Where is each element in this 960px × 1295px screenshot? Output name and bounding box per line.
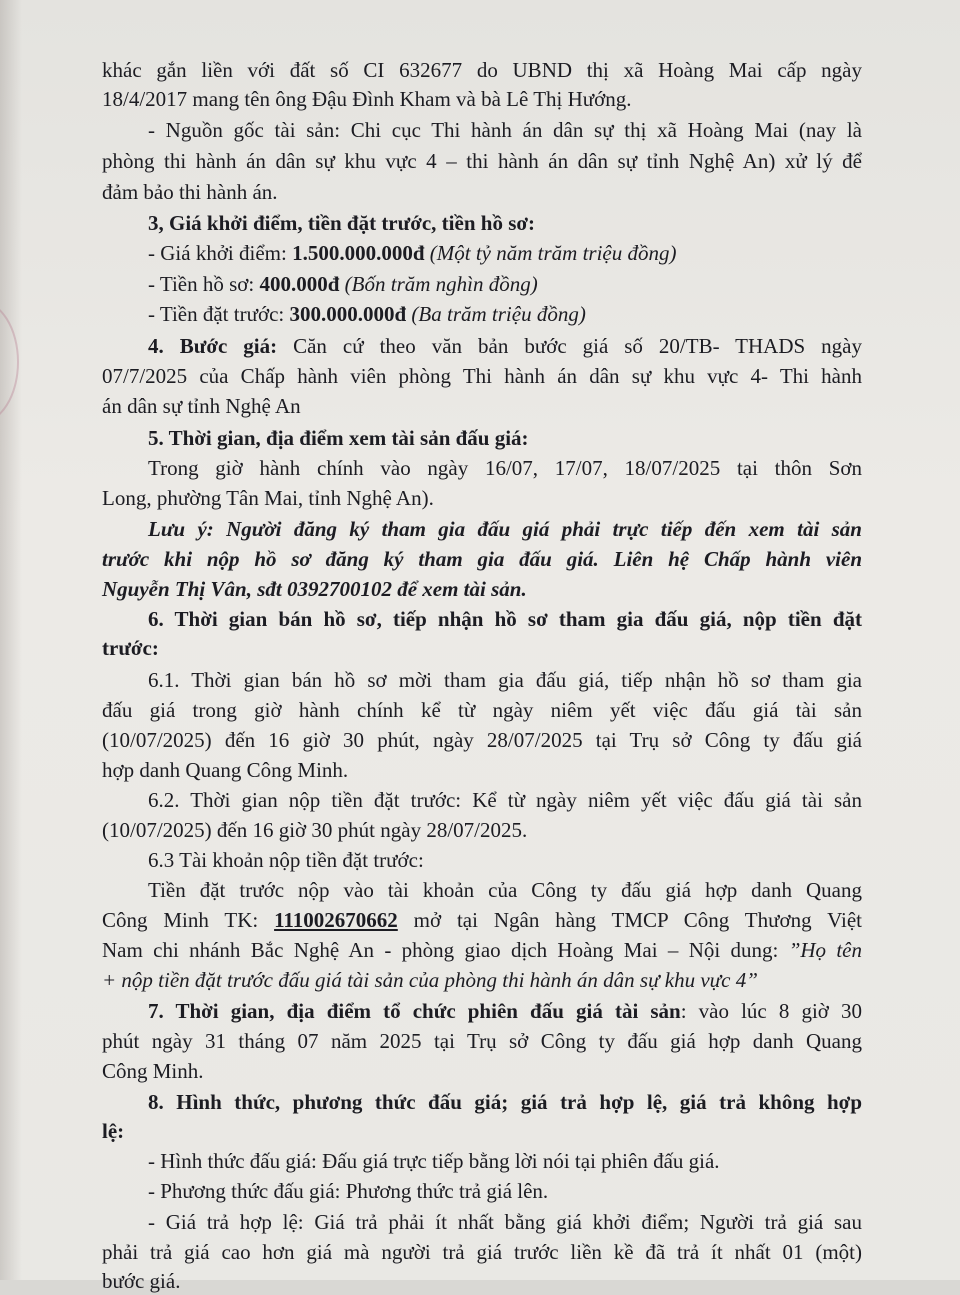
text: Nam chi nhánh Bắc Nghệ An - phòng giao dịch Hoàng Mai – Nội dung: bbox=[102, 938, 789, 962]
text: Căn cứ theo văn bản bước giá số 20/TB- THADS ngày bbox=[277, 334, 862, 358]
label: - Tiền hồ sơ: bbox=[148, 272, 260, 296]
amount-in-words: (Ba trăm triệu đồng) bbox=[406, 302, 586, 326]
label: - Tiền đặt trước: bbox=[148, 302, 290, 326]
text-line: (10/07/2025) đến 16 giờ 30 phút ngày 28/07/2025. bbox=[102, 818, 528, 842]
account-line bbox=[102, 906, 862, 934]
text-line: 18/4/2017 mang tên ông Đậu Đình Kham và bà Lê Thị Hướng. bbox=[102, 87, 632, 111]
text-line: bước giá. bbox=[102, 1269, 181, 1293]
text: mở tại Ngân hàng TMCP Công Thương Việt bbox=[397, 908, 862, 932]
text-line: án dân sự tỉnh Nghệ An bbox=[102, 394, 301, 418]
note-line: trước khi nộp hồ sơ đăng ký tham gia đấu giá. Liên hệ Chấp hành viên bbox=[102, 547, 862, 571]
section-heading-8-cont: lệ: bbox=[102, 1119, 125, 1143]
section-4-line bbox=[148, 332, 862, 360]
section-heading-8: 8. Hình thức, phương thức đấu giá; giá trả hợp lệ, giá trả không hợp bbox=[148, 1090, 862, 1114]
section-heading-4: 4. Bước giá: bbox=[148, 334, 278, 358]
text-line: khác gắn liền với đất số CI 632677 do UBND thị xã Hoàng Mai cấp ngày bbox=[102, 58, 862, 82]
starting-price-line bbox=[148, 239, 677, 267]
note-line: Nguyễn Thị Vân, sđt 0392700102 để xem tài sản. bbox=[102, 577, 527, 601]
text-line: - Giá trả hợp lệ: Giá trả phải ít nhất bằng giá khởi điểm; Người trả giá sau bbox=[148, 1210, 862, 1234]
file-fee-value: 400.000đ bbox=[259, 272, 340, 296]
text-line: hợp danh Quang Công Minh. bbox=[102, 758, 349, 782]
text-line bbox=[102, 936, 862, 964]
text-line: đảm bảo thi hành án. bbox=[102, 180, 278, 204]
text-line: Tiền đặt trước nộp vào tài khoản của Công ty đấu giá hợp danh Quang bbox=[148, 878, 862, 902]
text-line: - Nguồn gốc tài sản: Chi cục Thi hành án dân sự thị xã Hoàng Mai (nay là bbox=[148, 118, 862, 142]
text-line: phút ngày 31 tháng 07 năm 2025 tại Trụ sở Công ty đấu giá hợp danh Quang bbox=[102, 1029, 862, 1053]
deposit-value: 300.000.000đ bbox=[289, 302, 407, 326]
text-line: 07/7/2025 của Chấp hành viên phòng Thi hành án dân sự khu vực 4- Thi hành bbox=[102, 364, 862, 388]
text-line: - Phương thức đấu giá: Phương thức trả giá lên. bbox=[148, 1179, 549, 1203]
text: : vào lúc 8 giờ 30 bbox=[680, 999, 862, 1023]
page-edge-shadow bbox=[0, 0, 22, 1280]
text-line: - Hình thức đấu giá: Đấu giá trực tiếp bằng lời nói tại phiên đấu giá. bbox=[148, 1149, 720, 1173]
text-line: đấu giá trong giờ hành chính kể từ ngày niêm yết việc đấu giá tài sản bbox=[102, 698, 862, 722]
amount-in-words: (Một tỷ năm trăm triệu đồng) bbox=[424, 241, 677, 265]
text: ”Họ tên bbox=[788, 938, 863, 962]
section-heading-5: 5. Thời gian, địa điểm xem tài sản đấu giá: bbox=[148, 426, 529, 450]
text-line: 6.2. Thời gian nộp tiền đặt trước: Kể từ ngày niêm yết việc đấu giá tài sản bbox=[148, 788, 862, 812]
text: Công Minh TK: bbox=[102, 908, 275, 932]
section-heading-7: 7. Thời gian, địa điểm tổ chức phiên đấu giá tài sản bbox=[148, 999, 681, 1023]
text-line: 6.3 Tài khoản nộp tiền đặt trước: bbox=[148, 848, 424, 872]
text-line: + nộp tiền đặt trước đấu giá tài sản của phòng thi hành án dân sự khu vực 4” bbox=[102, 968, 758, 992]
text-line: Trong giờ hành chính vào ngày 16/07, 17/07, 18/07/2025 tại thôn Sơn bbox=[148, 456, 862, 480]
section-heading-6-cont: trước: bbox=[102, 636, 159, 660]
section-7-line bbox=[148, 997, 862, 1025]
section-heading-3: 3, Giá khởi điểm, tiền đặt trước, tiền hồ sơ: bbox=[148, 211, 535, 235]
bank-account-number: 111002670662 bbox=[274, 908, 398, 932]
text-line: Công Minh. bbox=[102, 1059, 204, 1083]
text-line: phải trả giá cao hơn giá mà người trả giá trước liền kề đã trả ít nhất 01 (một) bbox=[102, 1240, 862, 1264]
deposit-line bbox=[148, 300, 586, 328]
text-line: Long, phường Tân Mai, tỉnh Nghệ An). bbox=[102, 486, 434, 510]
label: - Giá khởi điểm: bbox=[148, 241, 293, 265]
starting-price-value: 1.500.000.000đ bbox=[292, 241, 425, 265]
amount-in-words: (Bốn trăm nghìn đồng) bbox=[339, 272, 538, 296]
section-heading-6: 6. Thời gian bán hồ sơ, tiếp nhận hồ sơ tham gia đấu giá, nộp tiền đặt bbox=[148, 607, 862, 631]
text-line: (10/07/2025) đến 16 giờ 30 phút, ngày 28/07/2025 tại Trụ sở Công ty đấu giá bbox=[102, 728, 862, 752]
file-fee-line bbox=[148, 270, 538, 298]
text-line: 6.1. Thời gian bán hồ sơ mời tham gia đấu giá, tiếp nhận hồ sơ tham gia bbox=[148, 668, 862, 692]
note-line: Lưu ý: Người đăng ký tham gia đấu giá phải trực tiếp đến xem tài sản bbox=[148, 517, 862, 541]
text-line: phòng thi hành án dân sự khu vực 4 – thi hành án dân sự tỉnh Nghệ An) xử lý để bbox=[102, 149, 862, 173]
